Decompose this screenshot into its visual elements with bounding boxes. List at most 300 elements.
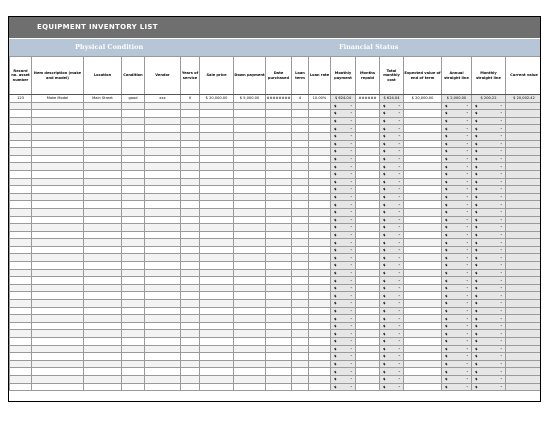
cell-annual-straight-line[interactable] <box>442 117 472 125</box>
cell-description[interactable] <box>32 186 84 194</box>
cell-location[interactable] <box>84 360 122 368</box>
cell-months-repaid[interactable] <box>356 163 380 171</box>
cell-record[interactable] <box>10 277 32 285</box>
cell-months-repaid[interactable] <box>356 239 380 247</box>
cell-loan-rate[interactable] <box>309 193 331 201</box>
cell-down-payment[interactable] <box>234 338 266 346</box>
cell-down-payment[interactable] <box>234 125 266 133</box>
cell-description[interactable] <box>32 163 84 171</box>
cell-months-repaid[interactable] <box>356 155 380 163</box>
cell-date-purchased[interactable] <box>266 277 292 285</box>
cell-record[interactable] <box>10 125 32 133</box>
cell-monthly-payment[interactable] <box>331 330 356 338</box>
cell-location[interactable] <box>84 277 122 285</box>
cell-monthly-payment[interactable] <box>331 254 356 262</box>
cell-vendor[interactable] <box>145 201 181 209</box>
cell-loan-term[interactable] <box>292 277 309 285</box>
cell-current-value[interactable]: $ 20,002.42 <box>506 95 542 103</box>
cell-annual-straight-line[interactable] <box>442 269 472 277</box>
cell-annual-straight-line[interactable] <box>442 360 472 368</box>
cell-months-repaid[interactable] <box>356 360 380 368</box>
cell-expected-value[interactable]: $ 20,000.00 <box>404 95 442 103</box>
cell-loan-rate[interactable] <box>309 117 331 125</box>
cell-monthly-straight-line[interactable] <box>472 155 506 163</box>
cell-vendor[interactable] <box>145 353 181 361</box>
cell-record[interactable] <box>10 239 32 247</box>
cell-location[interactable] <box>84 140 122 148</box>
cell-loan-term[interactable] <box>292 224 309 232</box>
cell-location[interactable] <box>84 345 122 353</box>
cell-location[interactable] <box>84 201 122 209</box>
cell-date-purchased[interactable] <box>266 284 292 292</box>
cell-expected-value[interactable] <box>404 201 442 209</box>
cell-current-value[interactable] <box>506 132 542 140</box>
cell-sale-price[interactable] <box>200 269 234 277</box>
cell-loan-term[interactable] <box>292 208 309 216</box>
cell-expected-value[interactable] <box>404 254 442 262</box>
cell-monthly-payment[interactable] <box>331 102 356 110</box>
cell-current-value[interactable] <box>506 148 542 156</box>
col-header-record[interactable]: Record no. asset number <box>10 57 32 95</box>
cell-years[interactable] <box>181 353 200 361</box>
cell-description[interactable] <box>32 231 84 239</box>
cell-loan-term[interactable] <box>292 284 309 292</box>
cell-months-repaid[interactable] <box>356 208 380 216</box>
col-header-location[interactable]: Location <box>84 57 122 95</box>
cell-vendor[interactable] <box>145 117 181 125</box>
cell-date-purchased[interactable] <box>266 246 292 254</box>
cell-monthly-payment[interactable] <box>331 292 356 300</box>
cell-description[interactable] <box>32 345 84 353</box>
cell-vendor[interactable] <box>145 262 181 270</box>
cell-monthly-straight-line[interactable] <box>472 216 506 224</box>
cell-monthly-payment[interactable] <box>331 125 356 133</box>
cell-total-monthly-cost[interactable] <box>380 216 404 224</box>
cell-years[interactable] <box>181 360 200 368</box>
cell-condition[interactable] <box>122 178 145 186</box>
cell-years[interactable] <box>181 170 200 178</box>
cell-loan-rate[interactable] <box>309 216 331 224</box>
cell-annual-straight-line[interactable] <box>442 148 472 156</box>
cell-monthly-straight-line[interactable] <box>472 132 506 140</box>
cell-record[interactable] <box>10 375 32 383</box>
cell-condition[interactable] <box>122 102 145 110</box>
cell-condition[interactable] <box>122 239 145 247</box>
cell-down-payment[interactable] <box>234 292 266 300</box>
cell-annual-straight-line[interactable] <box>442 292 472 300</box>
cell-location[interactable] <box>84 368 122 376</box>
cell-years[interactable] <box>181 186 200 194</box>
cell-vendor[interactable] <box>145 216 181 224</box>
cell-total-monthly-cost[interactable] <box>380 239 404 247</box>
cell-loan-term[interactable] <box>292 322 309 330</box>
cell-total-monthly-cost[interactable] <box>380 193 404 201</box>
cell-condition[interactable] <box>122 300 145 308</box>
cell-current-value[interactable] <box>506 125 542 133</box>
cell-current-value[interactable] <box>506 186 542 194</box>
cell-down-payment[interactable] <box>234 262 266 270</box>
cell-loan-term[interactable] <box>292 155 309 163</box>
cell-loan-term[interactable]: 4 <box>292 95 309 103</box>
cell-months-repaid[interactable] <box>356 277 380 285</box>
cell-condition[interactable] <box>122 201 145 209</box>
cell-loan-term[interactable] <box>292 140 309 148</box>
cell-location[interactable] <box>84 292 122 300</box>
cell-years[interactable] <box>181 322 200 330</box>
cell-months-repaid[interactable] <box>356 315 380 323</box>
cell-condition[interactable] <box>122 186 145 194</box>
cell-condition[interactable] <box>122 315 145 323</box>
cell-loan-term[interactable] <box>292 300 309 308</box>
cell-description[interactable] <box>32 102 84 110</box>
cell-loan-rate[interactable] <box>309 368 331 376</box>
cell-description[interactable] <box>32 315 84 323</box>
cell-sale-price[interactable] <box>200 102 234 110</box>
cell-expected-value[interactable] <box>404 300 442 308</box>
cell-loan-term[interactable] <box>292 254 309 262</box>
cell-location[interactable] <box>84 125 122 133</box>
cell-current-value[interactable] <box>506 110 542 118</box>
cell-loan-rate[interactable] <box>309 383 331 391</box>
cell-loan-rate[interactable] <box>309 163 331 171</box>
cell-date-purchased[interactable] <box>266 254 292 262</box>
cell-down-payment[interactable] <box>234 315 266 323</box>
cell-total-monthly-cost[interactable] <box>380 375 404 383</box>
cell-condition[interactable] <box>122 307 145 315</box>
cell-loan-term[interactable] <box>292 345 309 353</box>
cell-record[interactable] <box>10 353 32 361</box>
cell-years[interactable] <box>181 315 200 323</box>
cell-location[interactable] <box>84 330 122 338</box>
cell-annual-straight-line[interactable] <box>442 315 472 323</box>
cell-loan-rate[interactable] <box>309 315 331 323</box>
cell-record[interactable] <box>10 231 32 239</box>
cell-condition[interactable] <box>122 383 145 391</box>
col-header-current-value[interactable]: Current value <box>506 57 542 95</box>
cell-annual-straight-line[interactable] <box>442 338 472 346</box>
cell-down-payment[interactable] <box>234 132 266 140</box>
cell-vendor[interactable] <box>145 307 181 315</box>
cell-record[interactable] <box>10 360 32 368</box>
cell-expected-value[interactable] <box>404 224 442 232</box>
cell-annual-straight-line[interactable] <box>442 284 472 292</box>
cell-loan-term[interactable] <box>292 170 309 178</box>
cell-current-value[interactable] <box>506 140 542 148</box>
cell-monthly-straight-line[interactable] <box>472 360 506 368</box>
cell-monthly-straight-line[interactable] <box>472 307 506 315</box>
cell-down-payment[interactable] <box>234 360 266 368</box>
cell-monthly-straight-line[interactable] <box>472 186 506 194</box>
cell-vendor[interactable] <box>145 375 181 383</box>
cell-description[interactable] <box>32 125 84 133</box>
cell-current-value[interactable] <box>506 307 542 315</box>
cell-years[interactable] <box>181 102 200 110</box>
cell-loan-term[interactable] <box>292 110 309 118</box>
cell-vendor[interactable] <box>145 110 181 118</box>
cell-months-repaid[interactable] <box>356 110 380 118</box>
cell-description[interactable] <box>32 155 84 163</box>
cell-monthly-straight-line[interactable] <box>472 284 506 292</box>
cell-condition[interactable] <box>122 125 145 133</box>
cell-loan-term[interactable] <box>292 117 309 125</box>
cell-annual-straight-line[interactable] <box>442 262 472 270</box>
cell-monthly-straight-line[interactable] <box>472 322 506 330</box>
cell-date-purchased[interactable] <box>266 353 292 361</box>
cell-condition[interactable] <box>122 216 145 224</box>
cell-location[interactable] <box>84 132 122 140</box>
cell-date-purchased[interactable] <box>266 292 292 300</box>
cell-annual-straight-line[interactable] <box>442 383 472 391</box>
cell-loan-term[interactable] <box>292 383 309 391</box>
cell-date-purchased[interactable] <box>266 231 292 239</box>
cell-loan-rate[interactable] <box>309 345 331 353</box>
cell-down-payment[interactable] <box>234 201 266 209</box>
cell-location[interactable] <box>84 254 122 262</box>
cell-date-purchased[interactable] <box>266 330 292 338</box>
cell-vendor[interactable] <box>145 330 181 338</box>
cell-date-purchased[interactable] <box>266 307 292 315</box>
col-header-total-monthly-cost[interactable]: Total monthly cost <box>380 57 404 95</box>
cell-loan-rate[interactable] <box>309 277 331 285</box>
cell-date-purchased[interactable] <box>266 155 292 163</box>
cell-years[interactable] <box>181 307 200 315</box>
cell-current-value[interactable] <box>506 322 542 330</box>
cell-sale-price[interactable] <box>200 368 234 376</box>
cell-monthly-payment[interactable] <box>331 201 356 209</box>
cell-expected-value[interactable] <box>404 163 442 171</box>
cell-expected-value[interactable] <box>404 368 442 376</box>
cell-description[interactable] <box>32 170 84 178</box>
cell-loan-term[interactable] <box>292 307 309 315</box>
cell-sale-price[interactable] <box>200 132 234 140</box>
cell-date-purchased[interactable] <box>266 170 292 178</box>
cell-years[interactable] <box>181 246 200 254</box>
cell-sale-price[interactable] <box>200 163 234 171</box>
cell-date-purchased[interactable]: ######## <box>266 96 291 101</box>
cell-total-monthly-cost[interactable] <box>380 254 404 262</box>
cell-monthly-straight-line[interactable] <box>472 193 506 201</box>
cell-sale-price[interactable] <box>200 155 234 163</box>
cell-monthly-payment[interactable] <box>331 110 356 118</box>
cell-date-purchased[interactable] <box>266 375 292 383</box>
cell-vendor[interactable]: xxx <box>145 95 181 103</box>
cell-total-monthly-cost[interactable] <box>380 170 404 178</box>
cell-sale-price[interactable] <box>200 239 234 247</box>
cell-sale-price[interactable] <box>200 277 234 285</box>
cell-current-value[interactable] <box>506 163 542 171</box>
cell-current-value[interactable] <box>506 208 542 216</box>
cell-location[interactable] <box>84 102 122 110</box>
cell-current-value[interactable] <box>506 102 542 110</box>
cell-annual-straight-line[interactable] <box>442 330 472 338</box>
cell-monthly-payment[interactable] <box>331 262 356 270</box>
cell-down-payment[interactable] <box>234 254 266 262</box>
cell-expected-value[interactable] <box>404 125 442 133</box>
cell-annual-straight-line[interactable] <box>442 322 472 330</box>
cell-months-repaid[interactable] <box>356 140 380 148</box>
cell-vendor[interactable] <box>145 254 181 262</box>
cell-expected-value[interactable] <box>404 345 442 353</box>
cell-months-repaid[interactable] <box>356 117 380 125</box>
cell-condition[interactable] <box>122 140 145 148</box>
cell-sale-price[interactable] <box>200 353 234 361</box>
cell-description[interactable] <box>32 193 84 201</box>
cell-monthly-straight-line[interactable] <box>472 269 506 277</box>
cell-location[interactable] <box>84 338 122 346</box>
cell-current-value[interactable] <box>506 383 542 391</box>
cell-date-purchased[interactable] <box>266 300 292 308</box>
cell-location[interactable] <box>84 315 122 323</box>
cell-condition[interactable] <box>122 148 145 156</box>
cell-months-repaid[interactable] <box>356 322 380 330</box>
cell-loan-term[interactable] <box>292 239 309 247</box>
cell-location[interactable] <box>84 307 122 315</box>
cell-total-monthly-cost[interactable]: $ 624.04 <box>380 95 404 103</box>
cell-loan-rate[interactable] <box>309 375 331 383</box>
cell-current-value[interactable] <box>506 231 542 239</box>
cell-total-monthly-cost[interactable] <box>380 338 404 346</box>
cell-loan-rate[interactable] <box>309 254 331 262</box>
cell-annual-straight-line[interactable] <box>442 231 472 239</box>
cell-monthly-straight-line[interactable] <box>472 292 506 300</box>
col-header-months-repaid[interactable]: Months repaid <box>356 57 380 95</box>
cell-loan-rate[interactable] <box>309 132 331 140</box>
cell-monthly-straight-line[interactable] <box>472 353 506 361</box>
cell-down-payment[interactable] <box>234 284 266 292</box>
cell-record[interactable] <box>10 269 32 277</box>
cell-date-purchased[interactable] <box>266 110 292 118</box>
cell-location[interactable] <box>84 170 122 178</box>
cell-location[interactable] <box>84 163 122 171</box>
cell-current-value[interactable] <box>506 216 542 224</box>
cell-loan-term[interactable] <box>292 353 309 361</box>
cell-loan-rate[interactable] <box>309 292 331 300</box>
cell-date-purchased[interactable] <box>266 322 292 330</box>
cell-monthly-straight-line[interactable] <box>472 224 506 232</box>
cell-down-payment[interactable] <box>234 208 266 216</box>
cell-years[interactable] <box>181 239 200 247</box>
cell-total-monthly-cost[interactable] <box>380 125 404 133</box>
cell-current-value[interactable] <box>506 300 542 308</box>
cell-vendor[interactable] <box>145 163 181 171</box>
cell-loan-rate[interactable] <box>309 201 331 209</box>
cell-monthly-straight-line[interactable] <box>472 178 506 186</box>
cell-description[interactable] <box>32 330 84 338</box>
cell-current-value[interactable] <box>506 368 542 376</box>
cell-expected-value[interactable] <box>404 292 442 300</box>
cell-expected-value[interactable] <box>404 216 442 224</box>
cell-down-payment[interactable] <box>234 224 266 232</box>
cell-loan-term[interactable] <box>292 246 309 254</box>
cell-monthly-straight-line[interactable] <box>472 125 506 133</box>
cell-condition[interactable] <box>122 208 145 216</box>
cell-current-value[interactable] <box>506 360 542 368</box>
cell-loan-rate[interactable] <box>309 262 331 270</box>
cell-location[interactable] <box>84 262 122 270</box>
cell-description[interactable] <box>32 246 84 254</box>
cell-record[interactable] <box>10 315 32 323</box>
cell-current-value[interactable] <box>506 117 542 125</box>
cell-sale-price[interactable] <box>200 315 234 323</box>
col-header-monthly-payment[interactable]: Monthly payment <box>331 57 356 95</box>
cell-expected-value[interactable] <box>404 284 442 292</box>
cell-months-repaid[interactable] <box>356 353 380 361</box>
cell-annual-straight-line[interactable] <box>442 216 472 224</box>
cell-record[interactable] <box>10 246 32 254</box>
cell-monthly-straight-line[interactable] <box>472 148 506 156</box>
cell-monthly-payment[interactable] <box>331 368 356 376</box>
cell-monthly-payment[interactable] <box>331 269 356 277</box>
cell-monthly-straight-line[interactable] <box>472 315 506 323</box>
cell-monthly-payment[interactable] <box>331 322 356 330</box>
cell-years[interactable] <box>181 231 200 239</box>
cell-loan-rate[interactable] <box>309 178 331 186</box>
cell-sale-price[interactable] <box>200 110 234 118</box>
cell-sale-price[interactable] <box>200 231 234 239</box>
cell-sale-price[interactable] <box>200 193 234 201</box>
cell-sale-price[interactable]: $ 20,000.00 <box>200 95 234 103</box>
cell-expected-value[interactable] <box>404 315 442 323</box>
cell-record[interactable] <box>10 201 32 209</box>
cell-condition[interactable] <box>122 345 145 353</box>
cell-down-payment[interactable] <box>234 307 266 315</box>
cell-condition[interactable] <box>122 277 145 285</box>
cell-monthly-straight-line[interactable] <box>472 110 506 118</box>
cell-expected-value[interactable] <box>404 383 442 391</box>
cell-years[interactable] <box>181 140 200 148</box>
cell-loan-rate[interactable] <box>309 322 331 330</box>
cell-date-purchased[interactable] <box>266 186 292 194</box>
cell-total-monthly-cost[interactable] <box>380 300 404 308</box>
cell-current-value[interactable] <box>506 277 542 285</box>
cell-location[interactable] <box>84 208 122 216</box>
cell-date-purchased[interactable] <box>266 368 292 376</box>
cell-annual-straight-line[interactable] <box>442 193 472 201</box>
col-header-monthly-straight-line[interactable]: Monthly straight line <box>472 57 506 95</box>
cell-date-purchased[interactable] <box>266 262 292 270</box>
cell-location[interactable] <box>84 110 122 118</box>
cell-vendor[interactable] <box>145 360 181 368</box>
cell-down-payment[interactable] <box>234 216 266 224</box>
cell-location[interactable] <box>84 300 122 308</box>
cell-description[interactable] <box>32 322 84 330</box>
cell-vendor[interactable] <box>145 102 181 110</box>
cell-current-value[interactable] <box>506 155 542 163</box>
cell-sale-price[interactable] <box>200 307 234 315</box>
cell-sale-price[interactable] <box>200 246 234 254</box>
cell-description[interactable] <box>32 353 84 361</box>
col-header-description[interactable]: Item description (make and model) <box>32 57 84 95</box>
cell-expected-value[interactable] <box>404 170 442 178</box>
cell-monthly-straight-line[interactable] <box>472 117 506 125</box>
cell-total-monthly-cost[interactable] <box>380 330 404 338</box>
cell-sale-price[interactable] <box>200 338 234 346</box>
cell-months-repaid[interactable] <box>356 178 380 186</box>
cell-years[interactable] <box>181 193 200 201</box>
cell-condition[interactable] <box>122 322 145 330</box>
cell-loan-term[interactable] <box>292 368 309 376</box>
cell-date-purchased[interactable] <box>266 148 292 156</box>
cell-record[interactable] <box>10 216 32 224</box>
cell-loan-term[interactable] <box>292 186 309 194</box>
cell-date-purchased[interactable] <box>266 383 292 391</box>
cell-date-purchased[interactable] <box>266 269 292 277</box>
cell-current-value[interactable] <box>506 284 542 292</box>
cell-date-purchased[interactable] <box>266 345 292 353</box>
cell-sale-price[interactable] <box>200 186 234 194</box>
cell-loan-term[interactable] <box>292 132 309 140</box>
cell-description[interactable] <box>32 338 84 346</box>
